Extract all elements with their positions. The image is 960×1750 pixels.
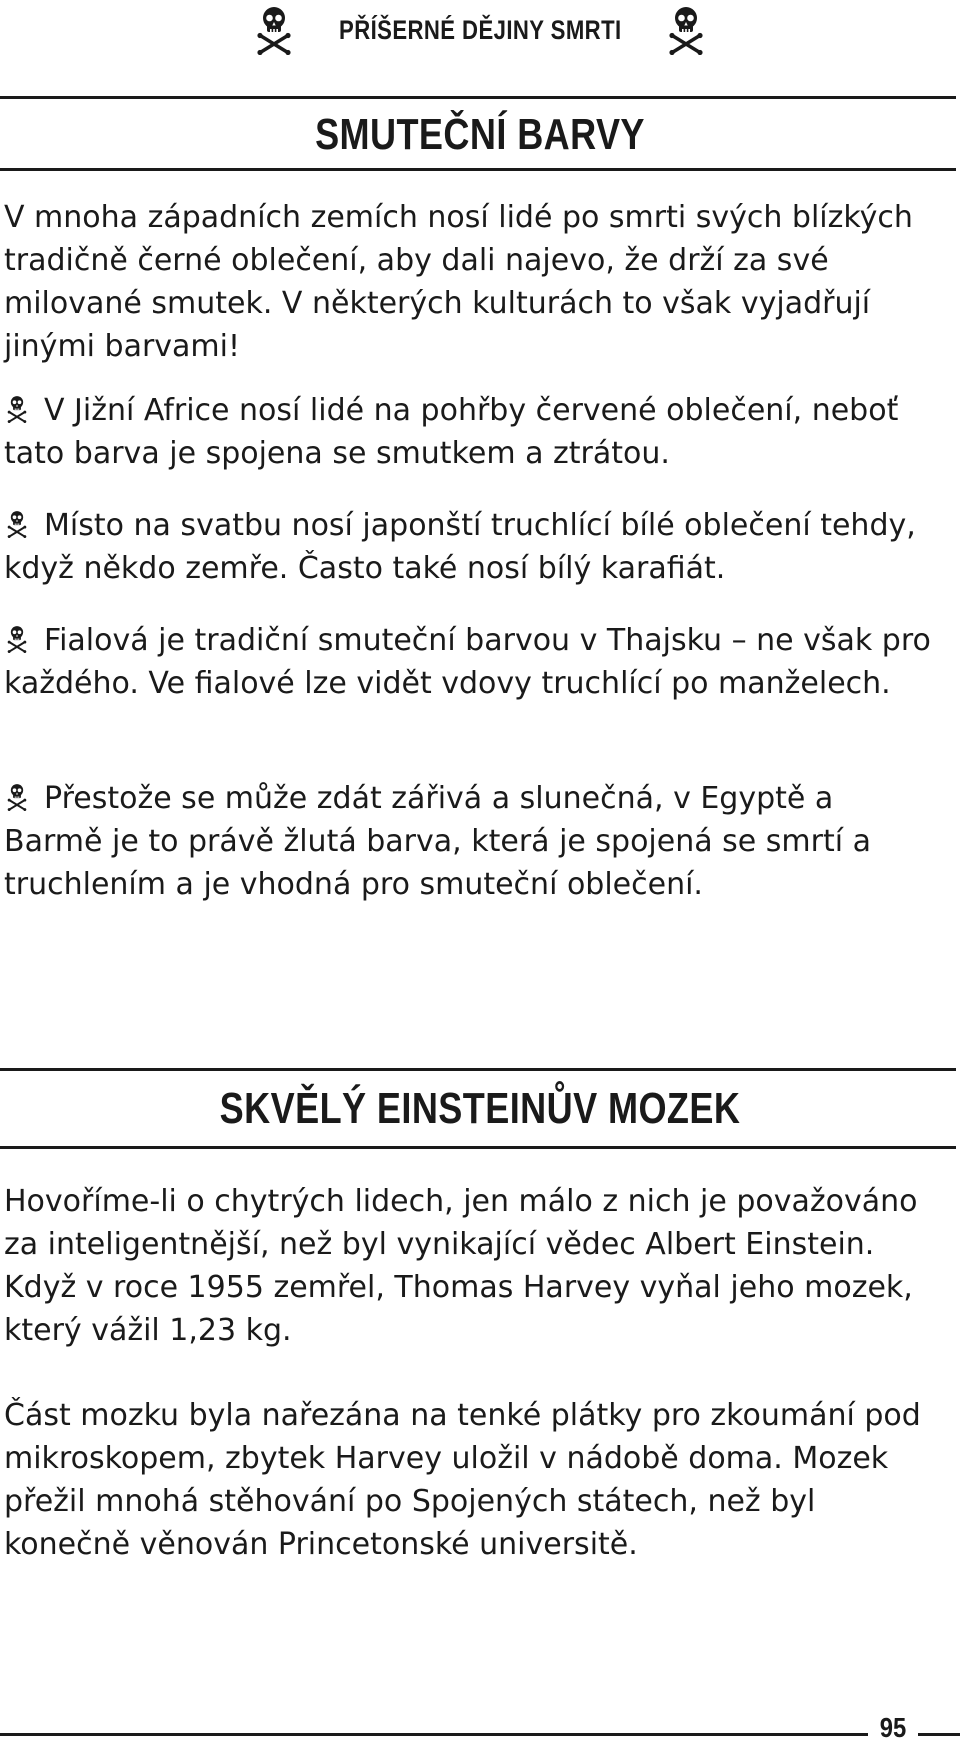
einstein-paragraph-2: Část mozku byla nařezána na tenké plátky pro zkoumání pod mikroskopem, zbytek Harvey uložil v nádobě doma. Mozek přežil mnohá stěhování po Spojených státech, než byl konečně věnován Princetonské universitě. [4, 1398, 921, 1562]
skull-crossbones-icon [256, 5, 292, 55]
section-rule-top [0, 1068, 956, 1071]
section-rule-bottom [0, 168, 956, 171]
page-number: 95 [879, 1712, 907, 1743]
section-title-smutecni-barvy: SMUTEČNÍ BARVY [315, 110, 645, 159]
intro-paragraph: V mnoha západních zemích nosí lidé po smrti svých blízkých tradičně černé oblečení, aby dali najevo, že drží za své milované smutek. V některých kulturách to však vyjadřují jinými barvami! [4, 200, 913, 364]
footer-rule-right [918, 1733, 960, 1736]
skull-crossbones-icon [4, 783, 30, 811]
bullet-item [4, 619, 939, 705]
section-title-einstein: SKVĚLÝ EINSTEINŮV MOZEK [219, 1084, 741, 1133]
einstein-paragraph-1: Hovoříme-li o chytrých lidech, jen málo z nich je považováno za inteligentnější, než byl vynikající vědec Albert Einstein. Když v roce 1955 zemřel, Thomas Harvey vyňal jeho mozek, který vážil 1,23 kg. [4, 1184, 918, 1348]
skull-crossbones-icon [668, 5, 704, 55]
bullet-item [4, 504, 939, 590]
bullet-text: V Jižní Africe nosí lidé na pohřby červené oblečení, neboť tato barva je spojena se smutkem a ztrátou. [4, 393, 899, 471]
section-rule-bottom [0, 1146, 956, 1149]
section-rule-top [0, 96, 956, 99]
bullet-text: Přestože se může zdát zářivá a slunečná, v Egyptě a Barmě je to právě žlutá barva, která je spojená se smrtí a truchlením a je vhodná pro smuteční oblečení. [4, 781, 871, 902]
skull-crossbones-icon [4, 625, 30, 653]
bullet-item [4, 777, 939, 906]
footer-rule [0, 1733, 868, 1736]
running-title: PŘÍŠERNÉ DĚJINY SMRTI [338, 14, 622, 45]
bullet-text: Místo na svatbu nosí japonští truchlící bílé oblečení tehdy, když někdo zemře. Často také nosí bílý karafiát. [4, 508, 916, 586]
bullet-item [4, 389, 939, 475]
bullet-text: Fialová je tradiční smuteční barvou v Thajsku – ne však pro každého. Ve fialové lze vidět vdovy truchlící po manželech. [4, 623, 931, 701]
skull-crossbones-icon [4, 510, 30, 538]
skull-crossbones-icon [4, 395, 30, 423]
running-header [0, 0, 960, 60]
